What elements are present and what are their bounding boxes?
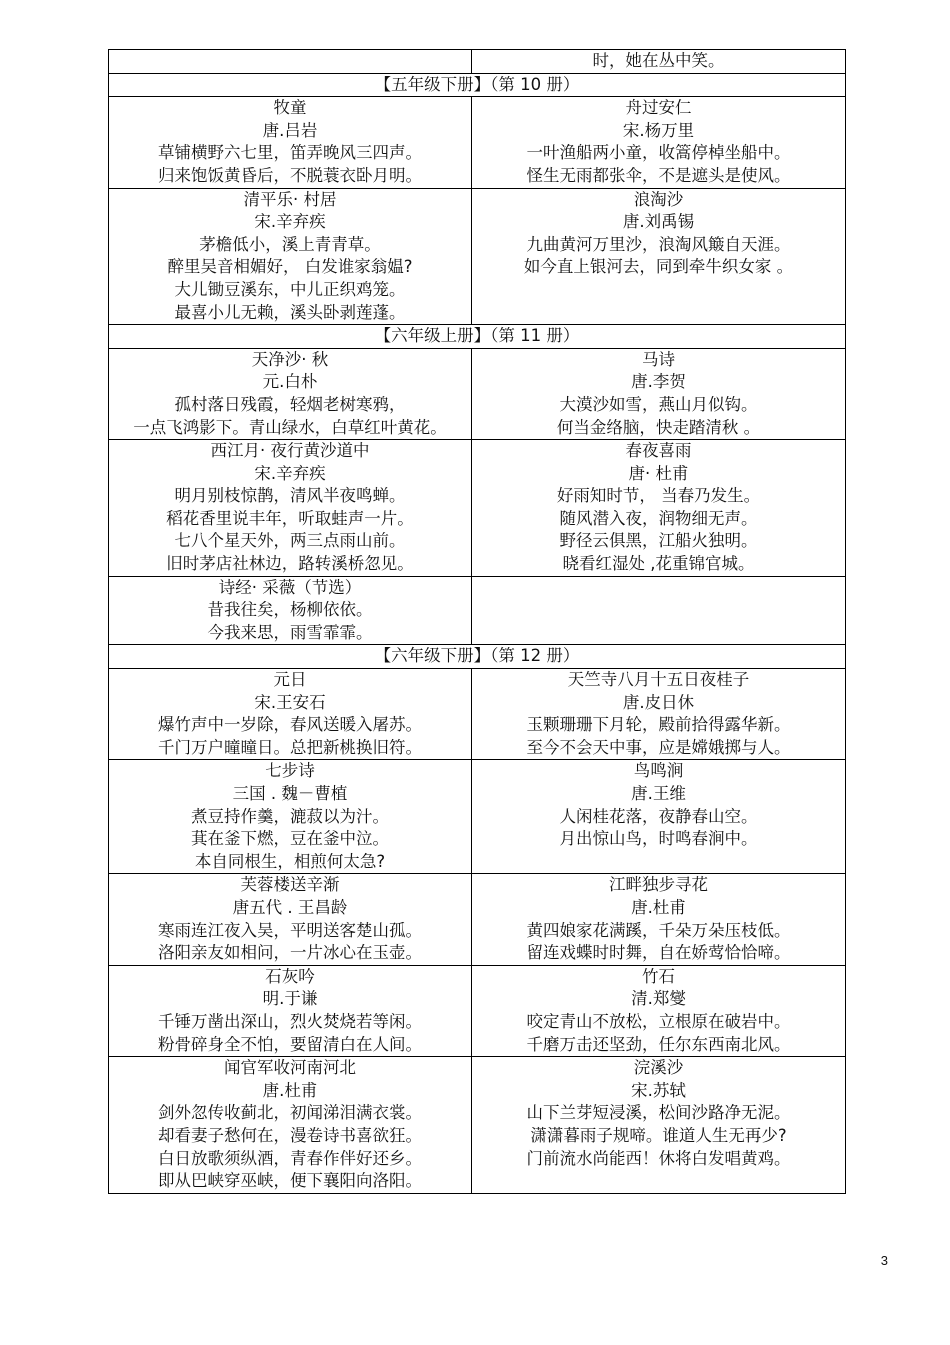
poem-line: 萁在釜下燃，豆在釜中泣。	[191, 829, 389, 849]
poem-title-line: 西江月· 夜行黄沙道中	[210, 441, 370, 461]
poem-cell-left	[109, 50, 472, 74]
poem-line: 千门万户曈曈日。总把新桃换旧符。	[158, 737, 422, 757]
poem-row	[109, 348, 846, 439]
poem-row	[109, 576, 846, 645]
poem-row	[109, 440, 846, 577]
poem-line: 唐.皮日休	[622, 692, 695, 712]
poem-cell-left	[109, 965, 472, 1056]
poem-title-line: 闻官军收河南河北	[224, 1058, 356, 1078]
poem-line: 月出惊山鸟，时鸣春涧中。	[559, 829, 758, 849]
poem-line: 本自同根生，相煎何太急?	[194, 851, 386, 871]
poem-title-line: 石灰吟	[265, 966, 315, 986]
poem-row	[109, 874, 846, 965]
poem-line: 寒雨连江夜入吴，平明送客楚山孤。	[158, 920, 422, 940]
poem-row	[109, 1057, 846, 1194]
poem-title-line: 马诗	[642, 349, 675, 369]
poem-line: 宋.辛弃疾	[254, 463, 326, 483]
poem-title-line: 江畔独步寻花	[609, 875, 708, 895]
poem-line: 千磨万击还坚劲，任尔东西南北风。	[526, 1034, 791, 1054]
poem-title-line: 芙蓉楼送辛渐	[240, 875, 340, 895]
poem-line: 宋.辛弃疾	[254, 212, 326, 232]
section-header: 【六年级上册】（第 11 册）	[109, 325, 846, 349]
poem-cell-left	[109, 188, 472, 325]
poem-line: 即从巴峡穿巫峡，便下襄阳向洛阳。	[158, 1171, 422, 1191]
poem-title-line: 元日	[273, 670, 307, 690]
poem-line: 随风潜入夜，润物细无声。	[559, 508, 758, 528]
poem-line: 明月别枝惊鹊，清风半夜鸣蝉。	[174, 486, 406, 506]
poem-line: 晓看红湿处 ,花重锦官城。	[562, 554, 755, 574]
page-number: 3	[880, 1253, 888, 1268]
poem-line: 唐.杜甫	[631, 898, 686, 917]
poem-title-line: 鸟鸣涧	[633, 761, 684, 781]
poem-line: 黄四娘家花满蹊，千朵万朵压枝低。	[526, 920, 791, 940]
poem-title-line: 竹石	[642, 966, 675, 986]
poem-line: 何当金络脑，快走踏清秋 。	[556, 417, 761, 437]
poem-line: 草铺横野六七里，笛弄晚风三四声。	[158, 143, 422, 163]
poem-cell-right	[472, 188, 846, 325]
poem-cell-left	[109, 760, 472, 874]
poem-cell-left	[109, 874, 472, 965]
poem-line: 清.郑燮	[631, 989, 686, 1009]
poem-line: 宋.杨万里	[622, 120, 695, 140]
poem-cell-left	[109, 348, 472, 439]
poem-cell-right	[472, 348, 846, 439]
poem-line: 九曲黄河万里沙，浪淘风簸自天涯。	[526, 234, 791, 254]
poem-line: 人闲桂花落，夜静春山空。	[559, 806, 758, 826]
poem-title-line: 时，她在丛中笑。	[592, 51, 725, 70]
poem-cell-right	[472, 50, 846, 74]
poem-title-line: 春夜喜雨	[625, 441, 692, 461]
poem-line: 唐.吕岩	[262, 120, 318, 140]
poem-cell-left	[109, 1057, 472, 1194]
poem-title-line: 诗经· 采薇（节选）	[218, 577, 362, 597]
poem-line: 爆竹声中一岁除，春风送暖入屠苏。	[158, 715, 422, 735]
poem-line: 咬定青山不放松，立根原在破岩中。	[526, 1011, 791, 1031]
poem-line: 大漠沙如雪，燕山月似钩。	[559, 394, 758, 414]
poem-line: 玉颗珊珊下月轮，殿前拾得露华新。	[526, 715, 791, 735]
poem-cell-left	[109, 440, 472, 577]
poem-line: 门前流水尚能西！休将白发唱黄鸡。	[526, 1148, 791, 1168]
poem-line: 旧时茅店社林边，路转溪桥忽见。	[166, 554, 414, 574]
poem-line: 剑外忽传收蓟北，初闻涕泪满衣裳。	[158, 1103, 422, 1123]
poem-line: 粉骨碎身全不怕，要留清白在人间。	[158, 1034, 422, 1054]
poem-line: 最喜小儿无赖，溪头卧剥莲蓬。	[174, 302, 406, 322]
poem-line: 茅檐低小，溪上青青草。	[199, 234, 381, 254]
poem-cell-right	[472, 669, 846, 760]
poem-line: 归来饱饭黄昏后，不脱蓑衣卧月明。	[158, 165, 422, 185]
poem-title-line: 浪淘沙	[633, 189, 684, 209]
poem-line: 洛阳亲友如相问，一片冰心在玉壶。	[158, 943, 422, 963]
poem-line: 稻花香里说丰年，听取蛙声一片。	[166, 508, 414, 528]
poem-row	[109, 97, 846, 188]
poem-cell-left	[109, 97, 472, 188]
poem-line: 至今不会天中事，应是嫦娥掷与人。	[526, 737, 791, 757]
poem-title-line: 天净沙· 秋	[251, 349, 329, 369]
poem-title-line: 浣溪沙	[633, 1058, 684, 1078]
poem-line: 唐五代 . 王昌龄	[232, 898, 348, 917]
poem-cell-left	[109, 669, 472, 760]
poem-title-line: 牧童	[273, 98, 307, 118]
section-header: 【五年级下册】（第 10 册）	[109, 73, 846, 97]
poem-line: 今我来思，雨雪霏霏。	[207, 622, 373, 642]
poem-line: 潇潇暮雨子规啼。谁道人生无再少?	[530, 1125, 787, 1145]
poem-line: 唐.刘禹锡	[622, 212, 695, 232]
poem-row	[109, 50, 846, 74]
poem-line: 一点飞鸿影下。青山绿水，白草红叶黄花。	[133, 417, 447, 437]
section-header-row	[109, 645, 846, 669]
poem-line: 野径云俱黑，江船火独明。	[559, 531, 758, 551]
poem-cell-right	[472, 965, 846, 1056]
poem-line: 明.于谦	[262, 989, 318, 1009]
poem-cell-right	[472, 97, 846, 188]
poem-line: 千锤万凿出深山，烈火焚烧若等闲。	[158, 1011, 422, 1031]
poem-table	[108, 49, 846, 1194]
poem-row	[109, 669, 846, 760]
poem-cell-left	[109, 576, 472, 645]
poem-cell-right	[472, 576, 846, 645]
poem-line: 七八个星天外，两三点雨山前。	[174, 531, 406, 551]
section-header: 【六年级下册】（第 12 册）	[109, 645, 846, 669]
poem-line: 留连戏蝶时时舞，自在娇莺恰恰啼。	[526, 943, 791, 963]
poem-line: 昔我往矣，杨柳依依。	[207, 600, 373, 620]
poem-cell-right	[472, 760, 846, 874]
poem-line: 唐· 杜甫	[628, 463, 689, 483]
poem-cell-right	[472, 874, 846, 965]
poem-line: 好雨知时节， 当春乃发生。	[556, 486, 761, 506]
poem-line: 如今直上银河去，同到牵牛织女家 。	[523, 257, 794, 277]
poem-title-line: 清平乐· 村居	[243, 189, 337, 209]
poem-title-line: 七步诗	[265, 761, 315, 781]
poem-line: 山下兰芽短浸溪，松间沙路净无泥。	[526, 1103, 791, 1123]
poem-line: 唐.李贺	[631, 372, 686, 392]
poem-line: 大儿锄豆溪东，中儿正织鸡笼。	[174, 279, 406, 299]
poem-row	[109, 760, 846, 874]
poem-line: 三国 . 魏－曹植	[232, 784, 348, 803]
poem-cell-right	[472, 440, 846, 577]
poem-cell-right	[472, 1057, 846, 1194]
poem-line: 白日放歌须纵酒，青春作伴好还乡。	[158, 1148, 422, 1168]
poem-line: 醉里吴音相媚好， 白发谁家翁媪?	[167, 257, 413, 277]
poem-line: 一叶渔船两小童，收篙停棹坐船中。	[526, 143, 791, 163]
section-header-row	[109, 73, 846, 97]
poem-line: 孤村落日残霞，轻烟老树寒鸦，	[174, 394, 406, 414]
poem-title-line: 舟过安仁	[625, 98, 692, 118]
section-header-row	[109, 325, 846, 349]
poem-line: 宋.王安石	[254, 692, 326, 712]
poem-line: 却看妻子愁何在，漫卷诗书喜欲狂。	[158, 1125, 422, 1145]
poem-row	[109, 965, 846, 1056]
poem-row	[109, 188, 846, 325]
poem-title-line: 天竺寺八月十五日夜桂子	[567, 670, 750, 690]
poem-line: 煮豆持作羹，漉菽以为汁。	[191, 806, 389, 826]
poem-line: 元.白朴	[262, 372, 318, 392]
poem-line: 唐.王维	[631, 784, 686, 803]
poem-line: 唐.杜甫	[262, 1080, 318, 1100]
poem-line: 怪生无雨都张伞，不是遮头是使风。	[526, 165, 791, 185]
poem-line: 宋.苏轼	[631, 1080, 686, 1100]
